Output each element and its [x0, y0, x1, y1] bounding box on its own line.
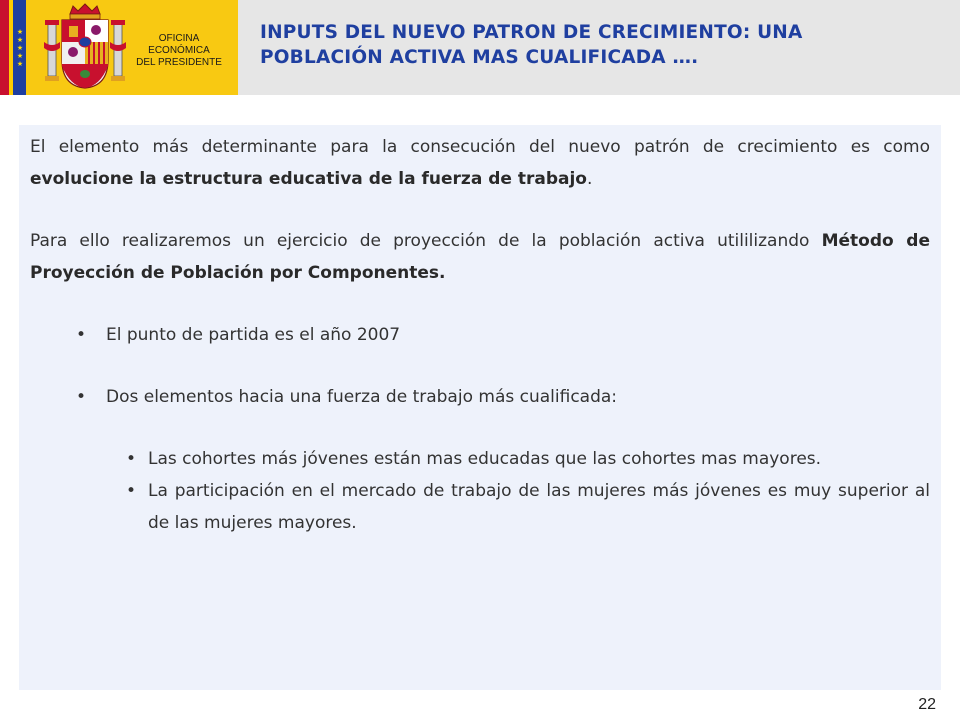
office-name — [122, 33, 236, 69]
bullet-icon: • — [76, 325, 87, 345]
coat-of-arms-icon — [40, 2, 130, 92]
paragraph-2 — [30, 225, 930, 289]
paragraph-2-text-a: Para ello realizaremos un ejercicio de proyección de la población activa utililizando — [30, 231, 822, 251]
logo-box — [26, 0, 238, 95]
office-name-line-2: ECONÓMICA — [148, 45, 210, 56]
paragraph-2-bold: Método de Proyección de Población por Componentes. — [30, 231, 931, 283]
bullet-icon: • — [76, 387, 87, 407]
sub-bullet-item-1 — [30, 443, 930, 475]
bullet-item-1 — [30, 319, 930, 351]
bullet-item-2 — [30, 381, 930, 413]
sub-bullet-item-2 — [30, 475, 930, 539]
bullet-item-1-text: El punto de partida es el año 2007 — [106, 325, 401, 345]
header-bar — [0, 0, 960, 95]
content-panel — [19, 125, 941, 690]
bullet-icon: • — [126, 481, 137, 501]
office-name-line-1: OFICINA — [158, 33, 200, 44]
page-number: 22 — [918, 696, 936, 713]
paragraph-1 — [30, 131, 930, 195]
slide-title-line-2: POBLACIÓN ACTIVA MAS CUALIFICADA …. — [260, 47, 699, 68]
sub-bullet-item-1-text: Las cohortes más jóvenes están mas educadas que las cohortes mas mayores. — [148, 449, 822, 469]
office-name-line-3: DEL PRESIDENTE — [136, 57, 222, 68]
bullet-item-2-text: Dos elementos hacia una fuerza de trabajo más cualificada: — [106, 387, 618, 407]
paragraph-1-text-b: . — [586, 169, 593, 189]
paragraph-1-text-a: El elemento más determinante para la consecución del nuevo patrón de crecimiento es como — [30, 137, 930, 157]
bullet-icon: • — [126, 449, 137, 469]
eu-flag-icon: ★ ★ ★ ★ ★ — [0, 0, 26, 95]
content-text — [30, 131, 930, 539]
sub-bullet-item-2-text: La participación en el mercado de trabajo de las mujeres más jóvenes es muy superior al de las mujeres mayores. — [148, 481, 930, 533]
slide-title-line-1: INPUTS DEL NUEVO PATRON DE CRECIMIENTO: UNA — [260, 22, 803, 43]
slide-title — [260, 20, 940, 70]
paragraph-1-bold: evolucione la estructura educativa de la fuerza de trabajo — [30, 169, 587, 189]
